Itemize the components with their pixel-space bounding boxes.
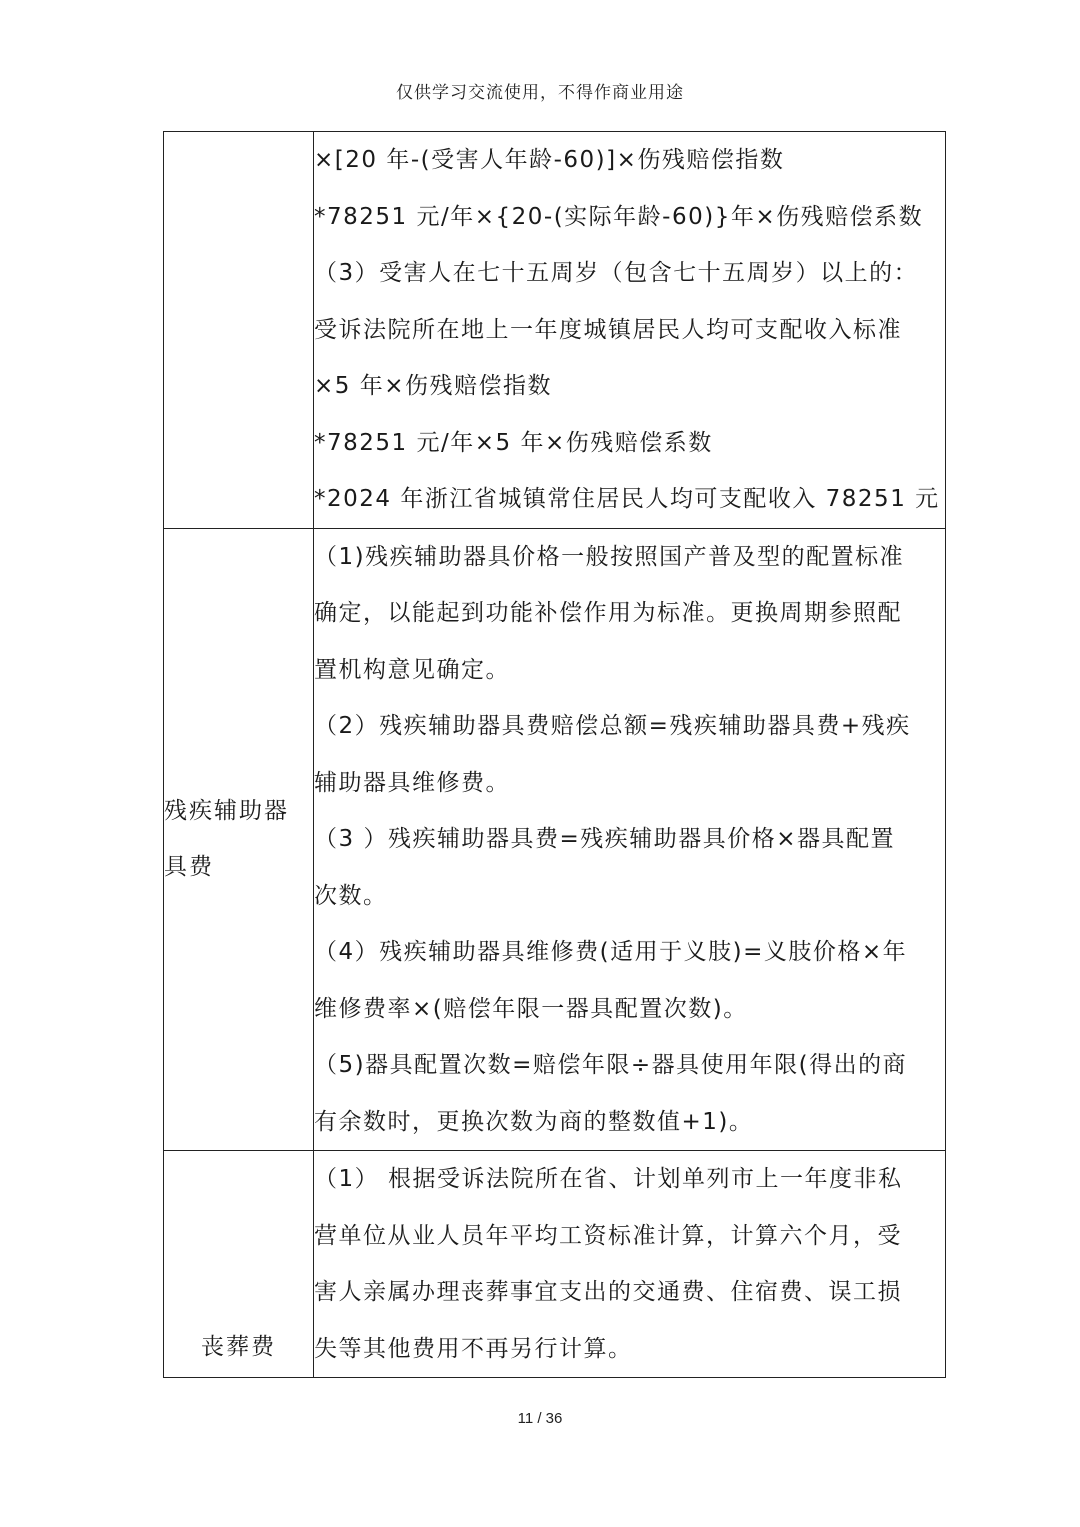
content-line: 辅助器具维修费。 bbox=[314, 769, 510, 796]
content-line: *78251 元/年×{20-(实际年龄-60)}年×伤残赔偿系数 bbox=[314, 203, 924, 230]
content-line: （5)器具配置次数=赔偿年限÷器具使用年限(得出的商 bbox=[314, 1052, 908, 1078]
content-line: （2）残疾辅助器具费赔偿总额=残疾辅助器具费+残疾 bbox=[314, 713, 911, 739]
content-line: （3）受害人在七十五周岁（包含七十五周岁）以上的： bbox=[314, 260, 919, 286]
content-line: ×[20 年-(受害人年龄-60)]×伤残赔偿指数 bbox=[314, 147, 785, 173]
content-line: （1） 根据受诉法院所在省、计划单列市上一年度非私 bbox=[314, 1166, 903, 1192]
content-line: （4）残疾辅助器具维修费(适用于义肢)=义肢价格×年 bbox=[314, 939, 908, 965]
content-line: （1)残疾辅助器具价格一般按照国产普及型的配置标准 bbox=[314, 543, 905, 570]
row-content bbox=[314, 132, 946, 529]
content-line: 次数。 bbox=[314, 882, 388, 909]
table-row bbox=[164, 528, 946, 1151]
row-content bbox=[314, 1151, 946, 1378]
content-line: ×5 年×伤残赔偿指数 bbox=[314, 373, 552, 399]
content-line: 置机构意见确定。 bbox=[314, 656, 510, 683]
compensation-table bbox=[163, 131, 946, 1378]
table-row bbox=[164, 1151, 946, 1378]
content-line: 维修费率×(赔偿年限一器具配置次数)。 bbox=[314, 995, 748, 1022]
row-label-disability-aids: 残疾辅助器具费 bbox=[164, 528, 314, 1151]
table-row bbox=[164, 132, 946, 529]
content-line: 有余数时，更换次数为商的整数值+1)。 bbox=[314, 1108, 754, 1135]
row-content bbox=[314, 528, 946, 1151]
content-line: 受诉法院所在地上一年度城镇居民人均可支配收入标准 bbox=[314, 316, 902, 343]
content-line: *78251 元/年×5 年×伤残赔偿系数 bbox=[314, 429, 713, 456]
row-label bbox=[164, 132, 314, 529]
content-line: 确定，以能起到功能补偿作用为标准。更换周期参照配 bbox=[314, 600, 902, 626]
content-line: 失等其他费用不再另行计算。 bbox=[314, 1335, 633, 1362]
watermark-header: 仅供学习交流使用，不得作商业用途 bbox=[396, 83, 684, 103]
page-number: 11 / 36 bbox=[517, 1410, 563, 1427]
content-line: （3 ）残疾辅助器具费=残疾辅助器具价格×器具配置 bbox=[314, 826, 895, 852]
content-line: 营单位从业人员年平均工资标准计算，计算六个月，受 bbox=[314, 1222, 902, 1249]
content-line: *2024 年浙江省城镇常住居民人均可支配收入 78251 元 bbox=[314, 486, 940, 512]
row-label-funeral: 丧葬费 bbox=[164, 1151, 314, 1378]
content-line: 害人亲属办理丧葬事宜支出的交通费、住宿费、误工损 bbox=[314, 1279, 902, 1305]
